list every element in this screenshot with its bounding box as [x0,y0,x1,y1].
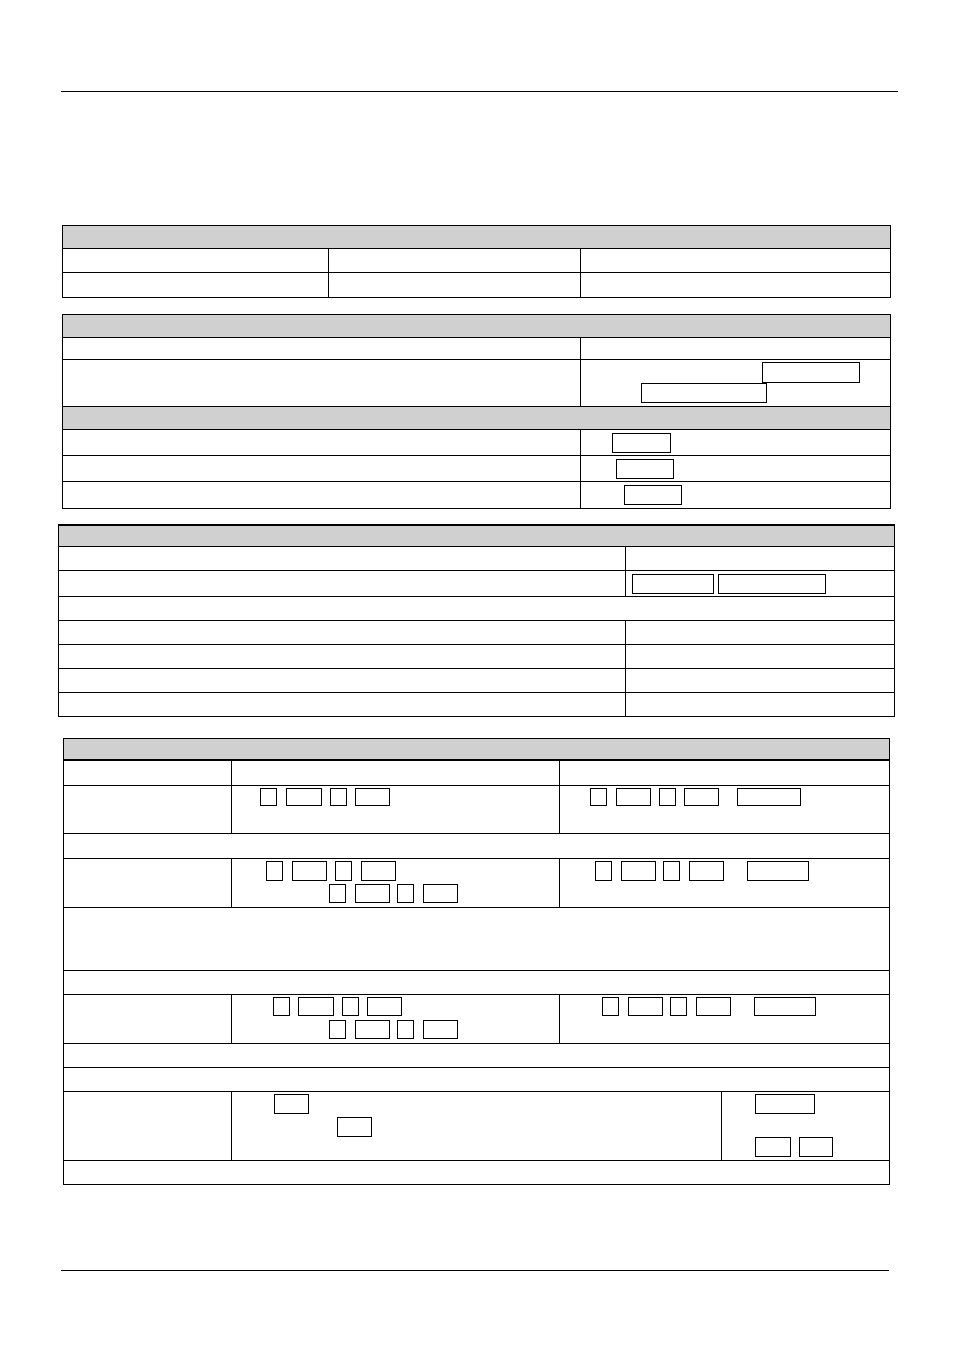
input-field[interactable] [624,485,682,505]
table-gridline [231,761,232,833]
table-gridline [63,1043,890,1044]
checkbox[interactable] [595,861,612,881]
table-gridline [58,620,895,621]
checkbox[interactable] [590,788,607,806]
table-gridline [62,455,891,456]
input-field[interactable] [292,861,327,881]
checkbox[interactable] [670,997,687,1016]
table-gridline [559,994,560,1043]
section-1-cell[interactable] [63,249,327,271]
checkbox[interactable] [266,861,283,881]
checkbox[interactable] [335,861,352,881]
checkbox[interactable] [602,997,619,1016]
table-gridline [559,761,560,833]
input-field[interactable] [612,433,671,453]
section-1-cell[interactable] [329,249,579,271]
input-field[interactable] [298,997,334,1016]
checkbox[interactable] [330,788,347,806]
input-field[interactable] [799,1137,833,1157]
table-gridline [63,907,890,908]
checkbox[interactable] [329,884,346,903]
input-field[interactable] [361,861,396,881]
table-gridline [625,620,626,716]
checkbox[interactable] [397,1020,414,1039]
table-gridline [231,1091,232,1160]
section-1-cell[interactable] [63,273,327,297]
checkbox[interactable] [663,861,680,881]
table-gridline [625,546,626,596]
table-gridline [62,406,891,407]
input-field[interactable] [616,788,651,806]
input-field[interactable] [755,1137,791,1157]
header-rule [61,91,898,92]
input-field[interactable] [621,861,656,881]
input-field[interactable] [616,459,674,479]
input-field[interactable] [684,788,719,806]
table-gridline [63,1160,890,1161]
table-gridline [62,429,891,430]
checkbox[interactable] [329,1020,346,1039]
input-field[interactable] [355,788,390,806]
input-field[interactable] [628,997,663,1016]
table-gridline [231,994,232,1043]
checkbox[interactable] [260,788,277,806]
input-field[interactable] [747,861,809,881]
input-field[interactable] [355,884,390,903]
input-field[interactable] [762,362,860,383]
table-gridline [559,858,560,907]
table-gridline [63,759,890,761]
table-gridline [58,596,895,597]
input-field[interactable] [755,1094,815,1114]
input-field[interactable] [641,383,767,403]
section-1-cell[interactable] [329,273,579,297]
input-field[interactable] [696,997,731,1016]
checkbox[interactable] [342,997,359,1016]
input-field[interactable] [754,997,816,1016]
input-field[interactable] [737,788,801,806]
checkbox[interactable] [273,997,290,1016]
table-gridline [62,337,891,338]
input-field[interactable] [286,788,322,806]
table-gridline [58,546,895,547]
table-gridline [58,668,895,669]
table-gridline [63,833,890,834]
input-field[interactable] [632,574,714,594]
input-field[interactable] [718,574,826,594]
table-gridline [58,692,895,693]
table-gridline [58,570,895,571]
table-gridline [63,785,890,786]
section-1-cell[interactable] [581,273,890,297]
input-field[interactable] [355,1020,390,1039]
checkbox[interactable] [397,884,414,903]
table-gridline [62,481,891,482]
input-field[interactable] [689,861,724,881]
table-gridline [63,858,890,859]
table-gridline [58,524,895,526]
table-gridline [231,858,232,907]
footer-rule [61,1270,889,1271]
table-gridline [63,1091,890,1092]
input-field[interactable] [423,1020,458,1039]
table-gridline [721,1091,722,1160]
input-field[interactable] [274,1094,309,1114]
table-gridline [63,1067,890,1068]
table-gridline [580,337,581,406]
table-gridline [63,994,890,995]
table-gridline [580,429,581,508]
table-gridline [63,970,890,971]
table-gridline [62,359,891,360]
section-2-frame [62,314,891,509]
input-field[interactable] [367,997,402,1016]
input-field[interactable] [423,884,458,903]
section-1-cell[interactable] [581,249,890,271]
checkbox[interactable] [659,788,676,806]
table-gridline [58,644,895,645]
input-field[interactable] [337,1117,372,1137]
